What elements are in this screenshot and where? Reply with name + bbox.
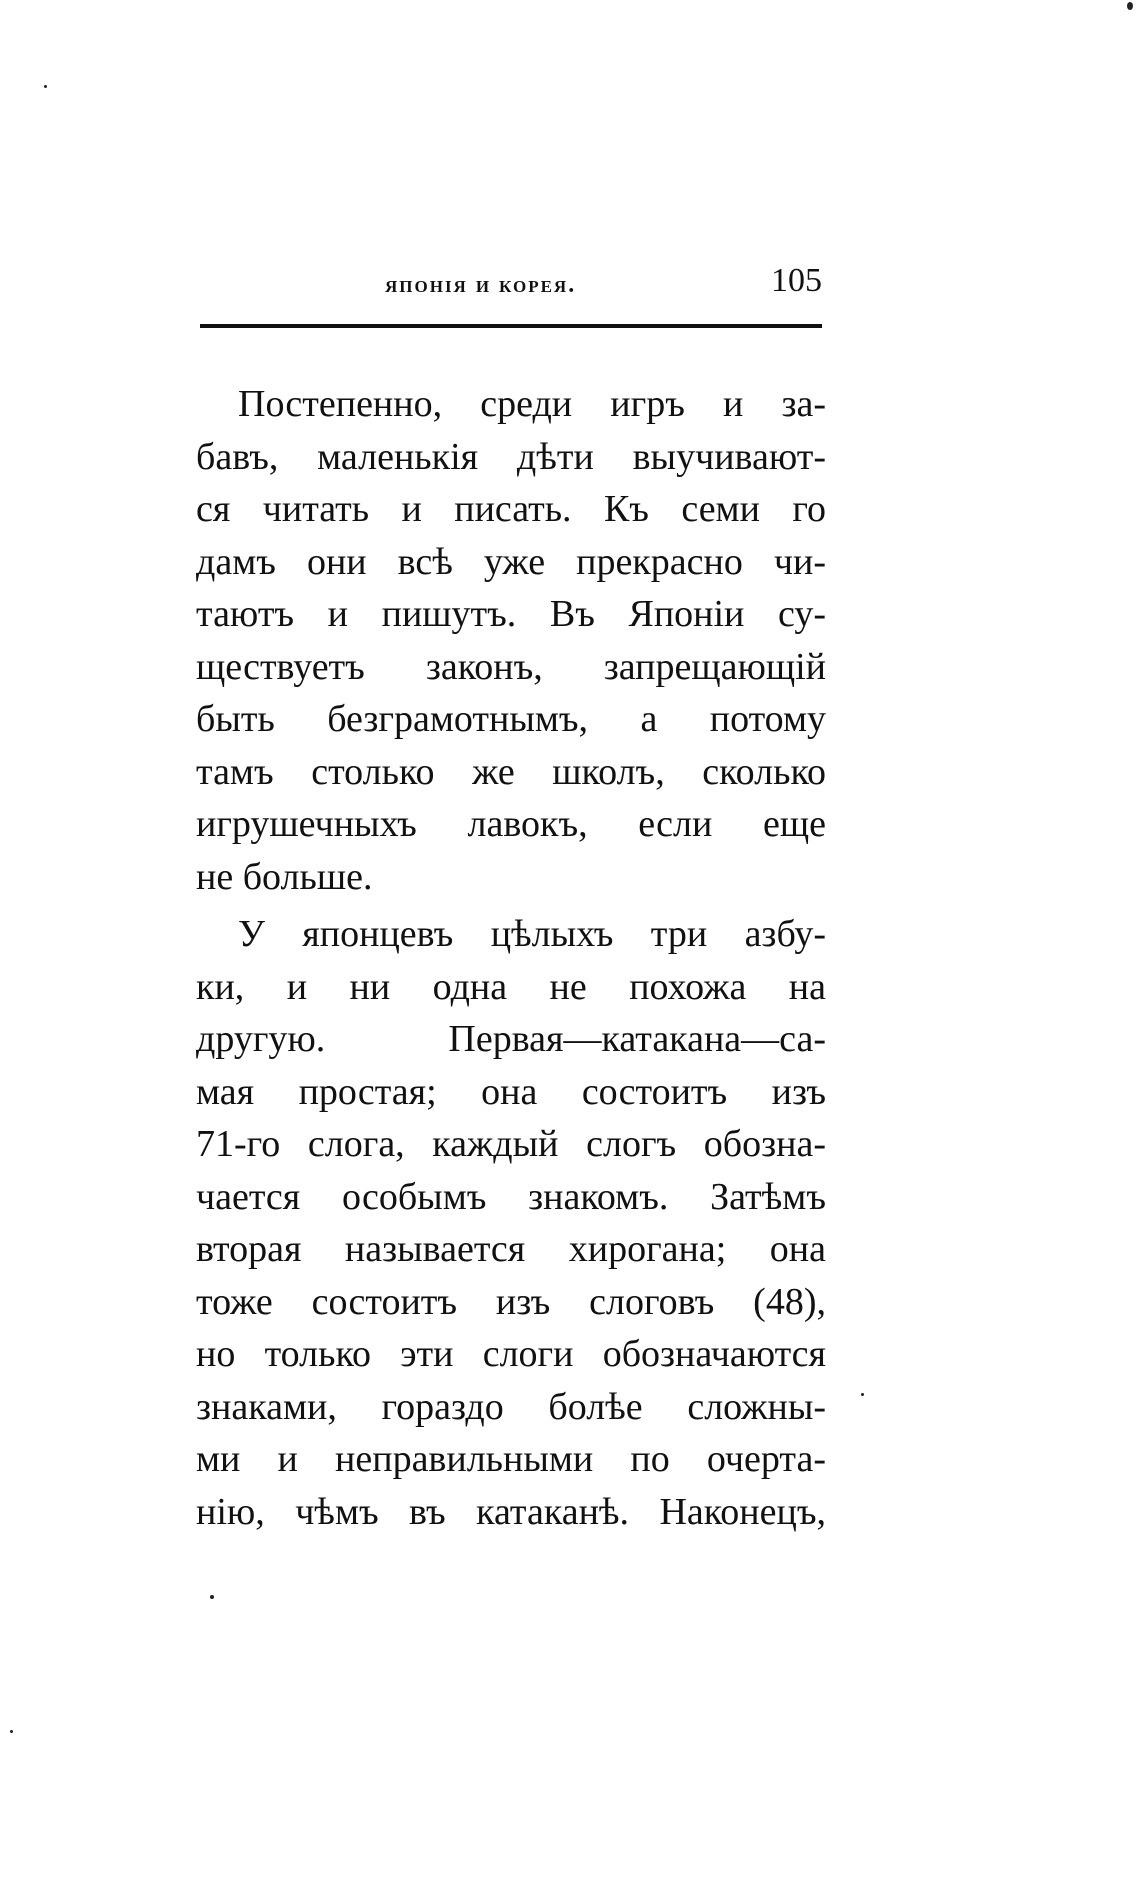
body-text bbox=[196, 378, 826, 1538]
text-line: мая простая; она состоитъ изъ bbox=[196, 1070, 826, 1113]
scan-speck bbox=[1127, 2, 1133, 10]
text-line: дамъ они всѣ уже прекрасно чи- bbox=[196, 540, 826, 583]
page-header bbox=[200, 262, 822, 312]
text-line: нію, чѣмъ въ катаканѣ. Наконецъ, bbox=[196, 1490, 826, 1533]
text-line: ществуетъ законъ, запрещающій bbox=[196, 645, 826, 688]
text-line: таютъ и пишутъ. Въ Японіи су- bbox=[196, 593, 826, 635]
page-number: 105 bbox=[771, 262, 822, 299]
paragraph-1 bbox=[196, 378, 826, 903]
text-line: не больше. bbox=[196, 855, 373, 898]
text-line: игрушечныхъ лавокъ, если еще bbox=[196, 803, 826, 845]
text-line: быть безграмотнымъ, а потому bbox=[196, 698, 826, 740]
text-line: 71-го слога, каждый слогъ обозна- bbox=[196, 1123, 826, 1165]
text-line: знаками, гораздо болѣе сложны- bbox=[196, 1385, 826, 1428]
text-line: Постепенно, среди игръ и за- bbox=[238, 383, 826, 425]
scan-speck bbox=[10, 1730, 13, 1733]
text-line: чается особымъ знакомъ. Затѣмъ bbox=[196, 1175, 826, 1218]
text-line: ки, и ни одна не похожа на bbox=[196, 965, 826, 1008]
text-line: бавъ, маленькія дѣти выучивают- bbox=[196, 435, 826, 478]
text-line: тоже состоитъ изъ слоговъ (48), bbox=[196, 1280, 826, 1323]
text-line: другую. Первая—катакана—са- bbox=[196, 1018, 826, 1060]
scan-speck bbox=[210, 1595, 214, 1599]
paragraph-2 bbox=[196, 908, 826, 1538]
text-line: ми и неправильными по очерта- bbox=[196, 1438, 826, 1480]
scan-speck bbox=[44, 85, 47, 88]
text-line: У японцевъ цѣлыхъ три азбу- bbox=[238, 913, 826, 955]
text-line: ся читать и писать. Къ семи го bbox=[196, 488, 826, 530]
header-rule bbox=[200, 324, 822, 328]
scan-speck bbox=[861, 1393, 864, 1396]
text-line: но только эти слоги обозначаются bbox=[196, 1333, 826, 1375]
running-title: японія и корея. bbox=[385, 272, 577, 298]
text-line: вторая называется хирогана; она bbox=[196, 1228, 826, 1270]
text-line: тамъ столько же школъ, сколько bbox=[196, 750, 826, 793]
